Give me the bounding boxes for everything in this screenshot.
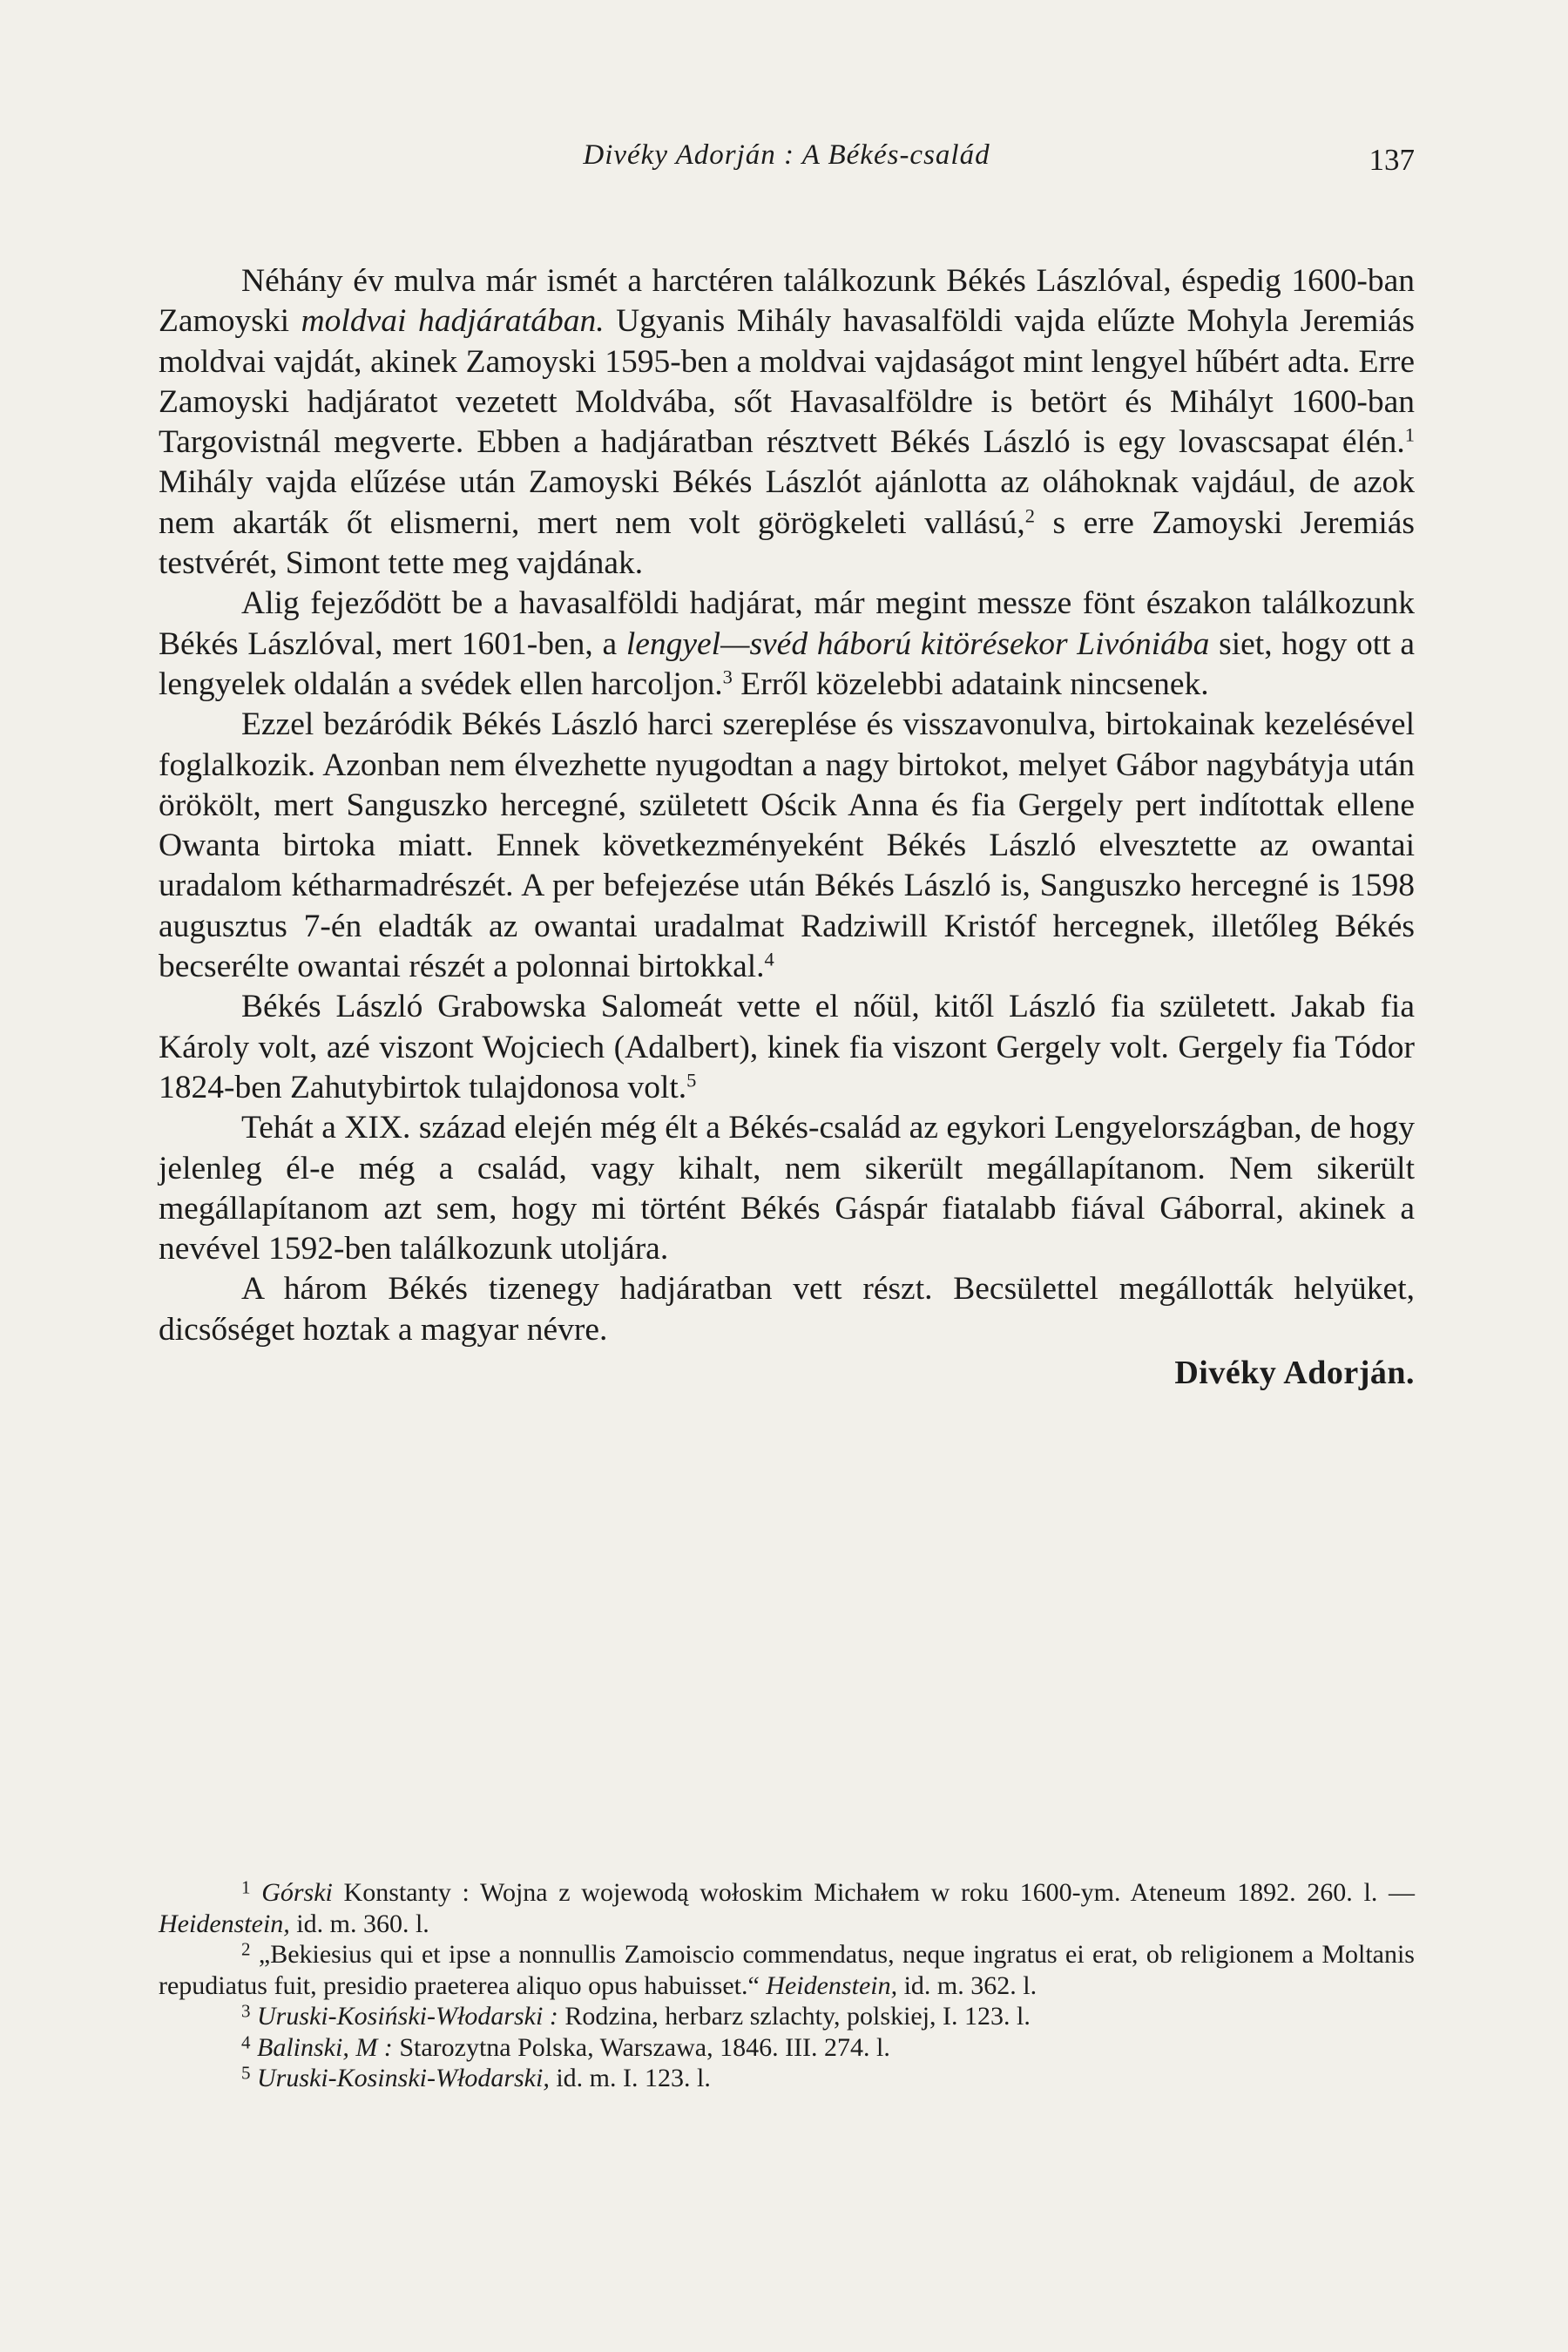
footnote-reference: 1 <box>1404 423 1415 446</box>
footnote <box>159 2032 1415 2064</box>
text-run <box>251 1878 262 1907</box>
body-paragraph <box>159 1108 1415 1269</box>
text-run: A három Békés tizenegy hadjáratban vett részt. Becsülettel megállották helyüket, dicsőséget hoztak a magyar névre. <box>159 1271 1415 1348</box>
footnote <box>159 1877 1415 1939</box>
text-run: id. m. 362. l. <box>897 1970 1037 2000</box>
text-run: s erre Zamoyski Jeremiás testvérét, Simont tette meg vajdának. <box>159 504 1415 582</box>
text-run: Mihály vajda elűzése után Zamoyski Békés Lászlót ajánlotta az oláhoknak vajdául, de azok nem akarták őt elismerni, mert nem volt görögkeleti vallású, <box>159 464 1415 541</box>
footnote-reference: 4 <box>764 948 774 970</box>
footnote-number: 5 <box>241 2062 251 2084</box>
text-run: Konstanty : Wojna z wojewodą wołoskim Michałem w roku 1600-ym. Ateneum 1892. 260. l. — <box>332 1878 1416 1907</box>
footnote <box>159 2001 1415 2032</box>
footnote <box>159 1939 1415 2001</box>
text-run: Alig fejeződött be a havasalföldi hadjárat, már megint messze fönt északon találkozunk Békés Lászlóval, mert 1601-ben, a <box>159 585 1415 662</box>
italic-text: Heidenstein, <box>159 1909 290 1938</box>
text-run: Tehát a XIX. század elején még élt a Békés-család az egykori Lengyelországban, de hogy jelenleg él-e még a család, vagy kihalt, nem sikerült megállapítanom. Nem sikerült megállapítanom azt sem, hogy mi történt Békés Gáspár fiatalabb fiával Gáborral, akinek a nevével 1592-ben találkozunk utoljára. <box>159 1110 1415 1267</box>
body-paragraph <box>159 987 1415 1108</box>
text-run: Starozytna Polska, Warszawa, 1846. III. 274. l. <box>392 2032 890 2062</box>
article-body <box>159 261 1415 1394</box>
footnote-reference: 5 <box>686 1069 697 1092</box>
text-run: siet, hogy ott a lengyelek oldalán a svédek ellen harcoljon. <box>159 625 1416 702</box>
body-paragraph <box>159 261 1415 584</box>
body-paragraph <box>159 1269 1415 1350</box>
italic-text: Heidenstein, <box>766 1970 898 2000</box>
text-run <box>251 2064 258 2092</box>
body-paragraph <box>159 584 1415 705</box>
running-head: Divéky Adorján : A Békés-család <box>583 139 990 171</box>
body-paragraph <box>159 705 1415 987</box>
footnote-number: 1 <box>241 1876 251 1898</box>
text-run: Ezzel bezáródik Békés László harci szereplése és visszavonulva, birtokainak kezelésével foglalkozik. Azonban nem élvezhette nyugodtan a nagy birtokot, melyet Gábor nagybátyja után örökölt, mert Sanguszko hercegné, született Ościk Anna és fia Gergely pert indítottak ellene Owanta birtoka miatt. Ennek következményeként Békés László elvesztette az owantai uradalom kétharmadrészét. A per befejezése után Békés László is, Sanguszko hercegné is 1598 augusztus 7-én eladták az owantai uradalmat Radziwill Kristóf hercegnek, illetőleg Békés becserélte owantai részét a polonnai birtokkal. <box>159 706 1415 985</box>
text-run <box>251 2002 258 2031</box>
footnote-number: 3 <box>241 2000 251 2022</box>
italic-text: moldvai hadjáratában. <box>301 303 605 340</box>
footnote-number: 4 <box>241 2031 251 2053</box>
footnotes <box>159 1877 1415 2094</box>
text-run: „Bekiesius qui et ipse a nonnullis Zamoiscio commendatus, neque ingratus ei erat, ob religionem a Moltanis repudiatus fuit, presidio praeterea aliquo opus habuisset.“ <box>159 1940 1415 2000</box>
text-run: id. m. I. 123. l. <box>549 2064 711 2092</box>
page-header <box>159 139 1415 192</box>
italic-text: Uruski-Kosiński-Włodarski : <box>257 2002 558 2031</box>
footnote-reference: 3 <box>722 666 733 688</box>
text-run: Békés László Grabowska Salomeát vette el nőül, kitől László fia született. Jakab fia Károly volt, azé viszont Wojciech (Adalbert), kinek fia viszont Gergely volt. Gergely fia Tódor 1824-ben Zahutybirtok tulajdonosa volt. <box>159 989 1415 1105</box>
text-run: Ugyanis Mihály havasalföldi vajda elűzte Mohyla Jeremiás moldvai vajdát, akinek Zamoyski 1595-ben a moldvai vajdaságot mint lengyel hűbért adta. Erre Zamoyski hadjáratot vezetett Moldvába, sőt Havasalföldre is betört és Mihályt 1600-ban Targovistnál megverte. Ebben a hadjáratban résztvett Békés László is egy lovascsapat élén. <box>159 303 1415 461</box>
footnote-number: 2 <box>241 1938 251 1960</box>
footnote <box>159 2063 1415 2094</box>
text-run: id. m. 360. l. <box>289 1909 429 1938</box>
text-run: Rodzina, herbarz szlachty, polskiej, I. 123. l. <box>558 2002 1031 2031</box>
text-run: Néhány év mulva már ismét a harctéren találkozunk Békés Lászlóval, éspedig 1600-ban Zamoyski <box>159 263 1415 340</box>
italic-text: lengyel—svéd háború kitörésekor Livóniába <box>625 625 1210 662</box>
footnote-reference: 2 <box>1024 504 1036 527</box>
page-number: 137 <box>1369 143 1415 177</box>
italic-text: Balinski, M : <box>257 2032 393 2062</box>
text-run: Erről közelebbi adataink nincsenek. <box>732 666 1209 702</box>
text-run <box>251 2033 258 2062</box>
author-signature: Divéky Adorján. <box>1174 1355 1415 1392</box>
italic-text: Górski <box>261 1878 333 1907</box>
paragraph-list <box>159 261 1415 1350</box>
italic-text: Uruski-Kosinski-Włodarski, <box>257 2064 550 2092</box>
